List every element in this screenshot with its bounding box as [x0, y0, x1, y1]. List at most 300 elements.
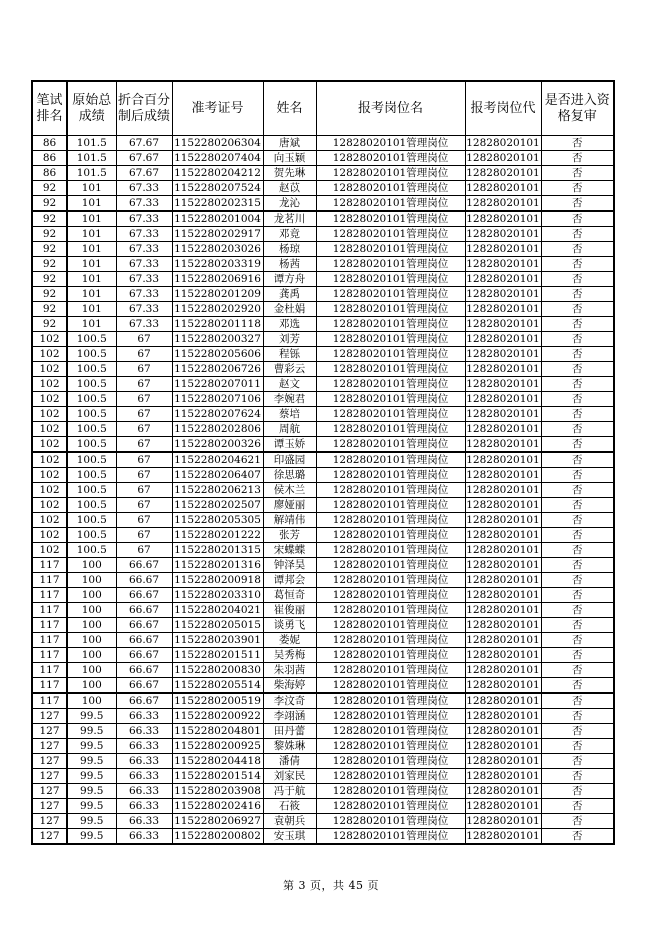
cell-percent-score: 67: [116, 407, 172, 422]
cell-qualification-review: 否: [541, 648, 614, 663]
cell-position-code: 12828020101: [466, 318, 540, 330]
cell-position-name: 12828020101管理岗位: [316, 769, 465, 784]
cell-raw-score: 101: [67, 227, 116, 242]
cell-written-rank: 117: [32, 603, 67, 618]
cell-percent-score: 67: [116, 468, 172, 483]
cell-ticket-number: 1152280202416: [172, 799, 263, 814]
cell-ticket-number: 1152280204418: [172, 754, 263, 769]
cell-position-code: 12828020101: [466, 815, 540, 827]
cell-percent-score: 67: [116, 452, 172, 468]
cell-position-code: 12828020101: [466, 333, 540, 345]
cell-ticket-number: 1152280206213: [172, 483, 263, 498]
cell-position-code: 12828020101: [466, 348, 540, 360]
cell-qualification-review: 否: [541, 407, 614, 422]
cell-name: 潘倩: [263, 754, 316, 769]
cell-position-code: 12828020101: [466, 484, 540, 496]
cell-qualification-review: 否: [541, 151, 614, 166]
cell-qualification-review: 否: [541, 227, 614, 242]
header-percent-score: 折合百分制后成绩: [116, 81, 172, 136]
cell-percent-score: 66.67: [116, 678, 172, 694]
cell-raw-score: 100.5: [67, 528, 116, 543]
cell-written-rank: 127: [32, 799, 67, 814]
cell-qualification-review: 否: [541, 483, 614, 498]
table-row: [32, 709, 614, 724]
cell-percent-score: 67: [116, 498, 172, 513]
cell-qualification-review: 否: [541, 302, 614, 317]
cell-position-name: 12828020101管理岗位: [316, 257, 465, 272]
cell-position-name: 12828020101管理岗位: [316, 407, 465, 422]
cell-ticket-number: 1152280204021: [172, 603, 263, 618]
cell-percent-score: 66.67: [116, 588, 172, 603]
cell-position-name: 12828020101管理岗位: [316, 302, 465, 317]
cell-raw-score: 101: [67, 287, 116, 302]
cell-ticket-number: 1152280201222: [172, 528, 263, 543]
cell-qualification-review: 否: [541, 799, 614, 814]
cell-name: 朱羽茜: [263, 663, 316, 678]
cell-position-name: 12828020101管理岗位: [316, 377, 465, 392]
cell-percent-score: 67.33: [116, 242, 172, 257]
cell-name: 龙沁: [263, 196, 316, 212]
cell-name: 张芳: [263, 528, 316, 543]
cell-position-name: 12828020101管理岗位: [316, 513, 465, 528]
cell-qualification-review: 否: [541, 362, 614, 377]
cell-written-rank: 92: [32, 227, 67, 242]
cell-name: 金杜娟: [263, 302, 316, 317]
cell-position-code: 12828020101: [466, 830, 540, 842]
table-row: [32, 468, 614, 483]
cell-position-code: 12828020101: [466, 182, 540, 194]
cell-position-code: 12828020101: [466, 619, 540, 631]
cell-raw-score: 100.5: [67, 483, 116, 498]
header-written-rank: 笔试排名: [32, 81, 67, 136]
cell-name: 赵文: [263, 377, 316, 392]
cell-position-name: 12828020101管理岗位: [316, 272, 465, 287]
cell-written-rank: 92: [32, 181, 67, 196]
cell-raw-score: 100: [67, 678, 116, 694]
cell-raw-score: 100.5: [67, 452, 116, 468]
cell-raw-score: 100: [67, 603, 116, 618]
cell-ticket-number: 1152280203901: [172, 633, 263, 648]
cell-raw-score: 100.5: [67, 377, 116, 392]
cell-percent-score: 66.67: [116, 693, 172, 709]
cell-written-rank: 102: [32, 498, 67, 513]
table-row: [32, 799, 614, 814]
cell-written-rank: 117: [32, 573, 67, 588]
cell-name: 葛恒奇: [263, 588, 316, 603]
cell-percent-score: 66.33: [116, 769, 172, 784]
cell-position-name: 12828020101管理岗位: [316, 347, 465, 362]
cell-name: 石筱: [263, 799, 316, 814]
table-row: [32, 769, 614, 784]
cell-qualification-review: 否: [541, 166, 614, 181]
cell-percent-score: 66.67: [116, 603, 172, 618]
cell-raw-score: 100.5: [67, 513, 116, 528]
cell-raw-score: 100.5: [67, 468, 116, 483]
cell-qualification-review: 否: [541, 317, 614, 332]
cell-name: 娄妮: [263, 633, 316, 648]
cell-raw-score: 100.5: [67, 362, 116, 377]
cell-position-code: 12828020101: [466, 649, 540, 661]
table-row: [32, 633, 614, 648]
cell-position-name: 12828020101管理岗位: [316, 362, 465, 377]
cell-raw-score: 101.5: [67, 151, 116, 166]
cell-name: 解靖伟: [263, 513, 316, 528]
cell-ticket-number: 1152280203026: [172, 242, 263, 257]
cell-ticket-number: 1152280203908: [172, 784, 263, 799]
cell-percent-score: 66.33: [116, 814, 172, 829]
cell-position-name: 12828020101管理岗位: [316, 693, 465, 709]
cell-position-name: 12828020101管理岗位: [316, 242, 465, 257]
cell-position-code: 12828020101: [466, 800, 540, 812]
cell-position-code: 12828020101: [466, 167, 540, 179]
cell-qualification-review: 否: [541, 332, 614, 347]
cell-qualification-review: 否: [541, 242, 614, 257]
cell-position-name: 12828020101管理岗位: [316, 227, 465, 242]
cell-percent-score: 66.67: [116, 558, 172, 573]
table-row: [32, 829, 614, 845]
cell-written-rank: 92: [32, 302, 67, 317]
cell-position-name: 12828020101管理岗位: [316, 166, 465, 181]
cell-position-code: 12828020101: [466, 152, 540, 164]
cell-position-name: 12828020101管理岗位: [316, 618, 465, 633]
cell-ticket-number: 1152280205015: [172, 618, 263, 633]
cell-written-rank: 127: [32, 709, 67, 724]
cell-position-code: 12828020101: [466, 213, 540, 225]
cell-qualification-review: 否: [541, 528, 614, 543]
cell-name: 吴秀梅: [263, 648, 316, 663]
cell-raw-score: 99.5: [67, 784, 116, 799]
cell-raw-score: 100.5: [67, 437, 116, 453]
cell-name: 邓竟: [263, 227, 316, 242]
cell-percent-score: 67.67: [116, 136, 172, 151]
cell-position-code: 12828020101: [466, 408, 540, 420]
cell-qualification-review: 否: [541, 558, 614, 573]
cell-percent-score: 67: [116, 377, 172, 392]
table-row: [32, 257, 614, 272]
cell-ticket-number: 1152280202917: [172, 227, 263, 242]
table-row: [32, 272, 614, 287]
cell-position-code: 12828020101: [466, 664, 540, 676]
cell-position-code: 12828020101: [466, 273, 540, 285]
table-row: [32, 302, 614, 317]
table-row: [32, 513, 614, 528]
cell-raw-score: 100: [67, 558, 116, 573]
candidate-roster-table: [31, 80, 615, 845]
cell-raw-score: 100: [67, 693, 116, 709]
cell-position-name: 12828020101管理岗位: [316, 784, 465, 799]
header-qualification-review: 是否进入资格复审: [541, 81, 614, 136]
cell-ticket-number: 1152280202507: [172, 498, 263, 513]
table-header: [32, 81, 614, 136]
table-row: [32, 452, 614, 468]
cell-qualification-review: 否: [541, 663, 614, 678]
cell-qualification-review: 否: [541, 287, 614, 302]
cell-position-code: 12828020101: [466, 454, 540, 466]
cell-written-rank: 127: [32, 829, 67, 845]
cell-ticket-number: 1152280200925: [172, 739, 263, 754]
cell-position-name: 12828020101管理岗位: [316, 528, 465, 543]
cell-written-rank: 92: [32, 242, 67, 257]
cell-ticket-number: 1152280203310: [172, 588, 263, 603]
cell-written-rank: 117: [32, 663, 67, 678]
cell-qualification-review: 否: [541, 392, 614, 407]
cell-position-name: 12828020101管理岗位: [316, 151, 465, 166]
cell-raw-score: 101: [67, 196, 116, 212]
cell-position-code: 12828020101: [466, 695, 540, 707]
cell-raw-score: 100: [67, 648, 116, 663]
cell-written-rank: 102: [32, 332, 67, 347]
cell-ticket-number: 1152280201511: [172, 648, 263, 663]
cell-position-code: 12828020101: [466, 378, 540, 390]
cell-raw-score: 101: [67, 302, 116, 317]
page-footer: 第 3 页，共 45 页: [283, 879, 379, 892]
cell-qualification-review: 否: [541, 543, 614, 558]
cell-ticket-number: 1152280202806: [172, 422, 263, 437]
cell-written-rank: 102: [32, 422, 67, 437]
cell-percent-score: 66.33: [116, 754, 172, 769]
table-row: [32, 242, 614, 257]
cell-qualification-review: 否: [541, 633, 614, 648]
table-row: [32, 422, 614, 437]
cell-raw-score: 100: [67, 663, 116, 678]
cell-percent-score: 66.67: [116, 573, 172, 588]
cell-position-name: 12828020101管理岗位: [316, 181, 465, 196]
cell-percent-score: 66.33: [116, 829, 172, 845]
table-row: [32, 332, 614, 347]
cell-name: 印盛园: [263, 452, 316, 468]
cell-position-name: 12828020101管理岗位: [316, 829, 465, 845]
cell-name: 宋蝶蝶: [263, 543, 316, 558]
cell-ticket-number: 1152280202920: [172, 302, 263, 317]
cell-written-rank: 102: [32, 377, 67, 392]
cell-name: 蔡培: [263, 407, 316, 422]
cell-qualification-review: 否: [541, 181, 614, 196]
cell-written-rank: 102: [32, 347, 67, 362]
cell-position-name: 12828020101管理岗位: [316, 814, 465, 829]
cell-name: 廖娅丽: [263, 498, 316, 513]
cell-written-rank: 127: [32, 724, 67, 739]
cell-raw-score: 100.5: [67, 543, 116, 558]
cell-position-code: 12828020101: [466, 544, 540, 556]
cell-raw-score: 99.5: [67, 814, 116, 829]
cell-position-code: 12828020101: [466, 438, 540, 450]
cell-position-code: 12828020101: [466, 770, 540, 782]
cell-ticket-number: 1152280205514: [172, 678, 263, 694]
cell-position-code: 12828020101: [466, 197, 540, 209]
cell-written-rank: 92: [32, 317, 67, 332]
cell-position-code: 12828020101: [466, 243, 540, 255]
cell-name: 崔俊丽: [263, 603, 316, 618]
cell-written-rank: 102: [32, 362, 67, 377]
cell-position-code: 12828020101: [466, 755, 540, 767]
cell-percent-score: 67: [116, 332, 172, 347]
cell-qualification-review: 否: [541, 829, 614, 845]
cell-name: 黎姝琳: [263, 739, 316, 754]
cell-percent-score: 67: [116, 392, 172, 407]
cell-percent-score: 66.33: [116, 739, 172, 754]
cell-position-name: 12828020101管理岗位: [316, 648, 465, 663]
cell-written-rank: 102: [32, 543, 67, 558]
table-row: [32, 151, 614, 166]
cell-qualification-review: 否: [541, 618, 614, 633]
cell-qualification-review: 否: [541, 588, 614, 603]
cell-position-name: 12828020101管理岗位: [316, 422, 465, 437]
cell-percent-score: 67.33: [116, 227, 172, 242]
cell-position-name: 12828020101管理岗位: [316, 663, 465, 678]
cell-qualification-review: 否: [541, 257, 614, 272]
cell-position-code: 12828020101: [466, 559, 540, 571]
table-row: [32, 588, 614, 603]
cell-position-name: 12828020101管理岗位: [316, 739, 465, 754]
table-row: [32, 211, 614, 227]
cell-percent-score: 67: [116, 437, 172, 453]
table-row: [32, 618, 614, 633]
cell-written-rank: 102: [32, 528, 67, 543]
cell-name: 杨茜: [263, 257, 316, 272]
cell-raw-score: 100: [67, 618, 116, 633]
cell-name: 向玉颖: [263, 151, 316, 166]
cell-position-name: 12828020101管理岗位: [316, 633, 465, 648]
cell-percent-score: 67: [116, 483, 172, 498]
cell-written-rank: 102: [32, 407, 67, 422]
cell-ticket-number: 1152280201004: [172, 211, 263, 227]
cell-name: 安玉琪: [263, 829, 316, 845]
table-row: [32, 543, 614, 558]
cell-raw-score: 101.5: [67, 166, 116, 181]
cell-ticket-number: 1152280206407: [172, 468, 263, 483]
cell-qualification-review: 否: [541, 136, 614, 151]
cell-raw-score: 100: [67, 633, 116, 648]
cell-raw-score: 99.5: [67, 769, 116, 784]
cell-raw-score: 100.5: [67, 332, 116, 347]
cell-name: 唐斌: [263, 136, 316, 151]
cell-ticket-number: 1152280206304: [172, 136, 263, 151]
cell-qualification-review: 否: [541, 678, 614, 694]
cell-position-code: 12828020101: [466, 137, 540, 149]
cell-ticket-number: 1152280205606: [172, 347, 263, 362]
cell-written-rank: 86: [32, 136, 67, 151]
cell-percent-score: 67: [116, 528, 172, 543]
cell-written-rank: 127: [32, 784, 67, 799]
cell-position-code: 12828020101: [466, 393, 540, 405]
cell-written-rank: 102: [32, 437, 67, 453]
cell-position-name: 12828020101管理岗位: [316, 588, 465, 603]
cell-qualification-review: 否: [541, 769, 614, 784]
table-row: [32, 528, 614, 543]
cell-qualification-review: 否: [541, 272, 614, 287]
table-row: [32, 724, 614, 739]
cell-written-rank: 117: [32, 618, 67, 633]
cell-ticket-number: 1152280204212: [172, 166, 263, 181]
cell-written-rank: 92: [32, 196, 67, 212]
cell-ticket-number: 1152280204621: [172, 452, 263, 468]
cell-percent-score: 66.33: [116, 724, 172, 739]
header-raw-score: 原始总成绩: [67, 81, 116, 136]
table-row: [32, 196, 614, 212]
cell-ticket-number: 1152280201315: [172, 543, 263, 558]
table-row: [32, 739, 614, 754]
cell-qualification-review: 否: [541, 693, 614, 709]
cell-ticket-number: 1152280201316: [172, 558, 263, 573]
cell-name: 刘芳: [263, 332, 316, 347]
cell-position-code: 12828020101: [466, 785, 540, 797]
table-row: [32, 558, 614, 573]
table-row: [32, 437, 614, 453]
cell-qualification-review: 否: [541, 814, 614, 829]
cell-written-rank: 117: [32, 693, 67, 709]
cell-percent-score: 67.33: [116, 287, 172, 302]
table-row: [32, 663, 614, 678]
cell-raw-score: 99.5: [67, 754, 116, 769]
cell-written-rank: 86: [32, 151, 67, 166]
cell-name: 周航: [263, 422, 316, 437]
cell-percent-score: 67.33: [116, 317, 172, 332]
cell-ticket-number: 1152280200918: [172, 573, 263, 588]
cell-qualification-review: 否: [541, 513, 614, 528]
cell-percent-score: 66.67: [116, 633, 172, 648]
cell-qualification-review: 否: [541, 211, 614, 227]
cell-raw-score: 101: [67, 257, 116, 272]
cell-name: 侯木兰: [263, 483, 316, 498]
cell-raw-score: 100.5: [67, 347, 116, 362]
cell-name: 钟泽昊: [263, 558, 316, 573]
table-row: [32, 181, 614, 196]
table-row: [32, 603, 614, 618]
cell-raw-score: 100.5: [67, 498, 116, 513]
cell-ticket-number: 1152280201118: [172, 317, 263, 332]
cell-position-code: 12828020101: [466, 740, 540, 752]
table-row: [32, 377, 614, 392]
cell-position-code: 12828020101: [466, 363, 540, 375]
cell-raw-score: 101: [67, 317, 116, 332]
cell-percent-score: 67: [116, 543, 172, 558]
cell-position-name: 12828020101管理岗位: [316, 498, 465, 513]
cell-percent-score: 66.67: [116, 618, 172, 633]
header-position-code: 报考岗位代: [465, 81, 541, 136]
cell-position-code: 12828020101: [466, 514, 540, 526]
cell-qualification-review: 否: [541, 468, 614, 483]
cell-name: 冯于航: [263, 784, 316, 799]
cell-name: 程铄: [263, 347, 316, 362]
cell-name: 李翊涵: [263, 709, 316, 724]
header-ticket-number: 准考证号: [172, 81, 263, 136]
cell-position-name: 12828020101管理岗位: [316, 196, 465, 212]
cell-ticket-number: 1152280202315: [172, 196, 263, 212]
cell-ticket-number: 1152280204801: [172, 724, 263, 739]
cell-position-name: 12828020101管理岗位: [316, 709, 465, 724]
cell-ticket-number: 1152280206916: [172, 272, 263, 287]
cell-qualification-review: 否: [541, 377, 614, 392]
cell-raw-score: 101: [67, 211, 116, 227]
cell-position-name: 12828020101管理岗位: [316, 211, 465, 227]
cell-position-code: 12828020101: [466, 499, 540, 511]
cell-ticket-number: 1152280206927: [172, 814, 263, 829]
cell-qualification-review: 否: [541, 422, 614, 437]
cell-ticket-number: 1152280206726: [172, 362, 263, 377]
cell-position-code: 12828020101: [466, 423, 540, 435]
cell-name: 贺先琳: [263, 166, 316, 181]
cell-position-name: 12828020101管理岗位: [316, 573, 465, 588]
cell-position-name: 12828020101管理岗位: [316, 317, 465, 332]
cell-name: 谈勇飞: [263, 618, 316, 633]
cell-ticket-number: 1152280203319: [172, 257, 263, 272]
cell-position-code: 12828020101: [466, 589, 540, 601]
cell-qualification-review: 否: [541, 573, 614, 588]
cell-position-code: 12828020101: [466, 679, 540, 691]
cell-written-rank: 102: [32, 392, 67, 407]
cell-written-rank: 102: [32, 452, 67, 468]
cell-percent-score: 67.33: [116, 196, 172, 212]
